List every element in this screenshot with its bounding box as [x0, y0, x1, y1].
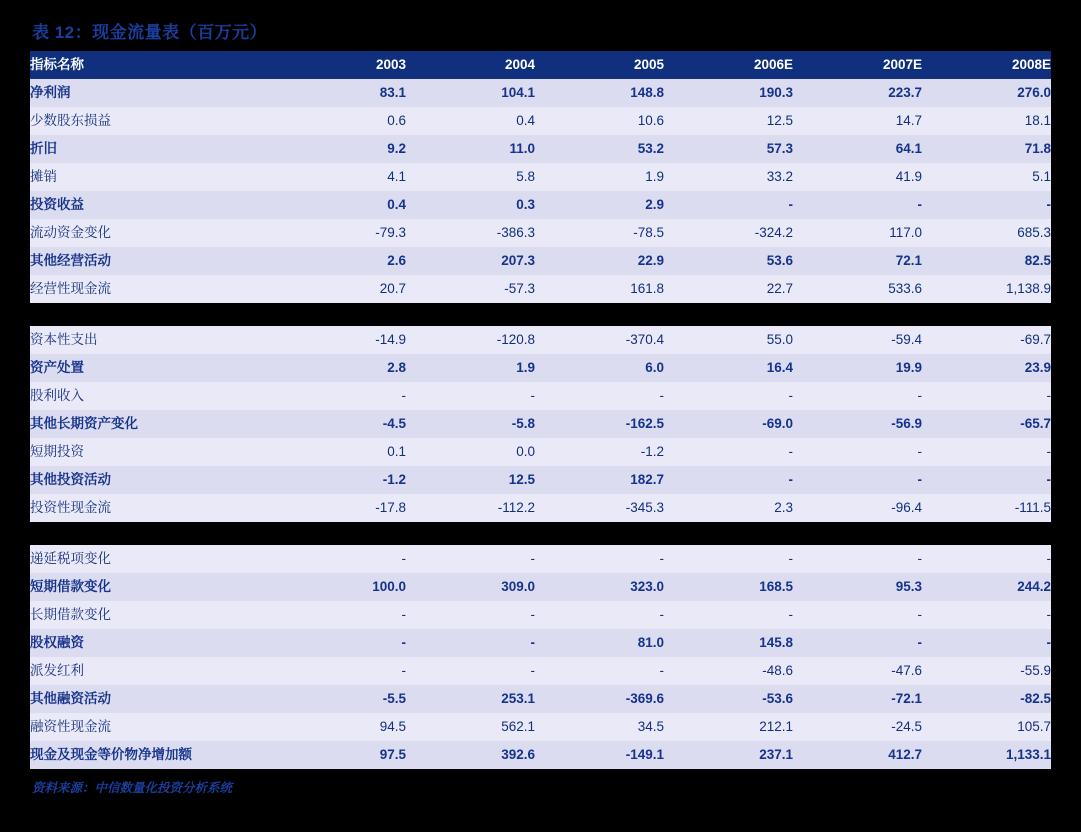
- cell-2003: -: [277, 382, 406, 410]
- row-label: 短期投资: [30, 438, 277, 466]
- cell-2007E: 412.7: [793, 741, 922, 769]
- cell-2003: -: [277, 545, 406, 573]
- cell-2007E: -47.6: [793, 657, 922, 685]
- table-header: [30, 51, 1051, 79]
- cell-2004: 0.3: [406, 191, 535, 219]
- cell-2008E: 276.0: [922, 79, 1051, 107]
- cell-2006E: -: [664, 601, 793, 629]
- cell-2003: -1.2: [277, 466, 406, 494]
- cell-2003: 0.4: [277, 191, 406, 219]
- table-row: [30, 466, 1051, 494]
- cell-2008E: 5.1: [922, 163, 1051, 191]
- cell-2007E: [793, 522, 922, 545]
- cell-2007E: -: [793, 545, 922, 573]
- cell-2007E: -96.4: [793, 494, 922, 522]
- cell-2006E: -69.0: [664, 410, 793, 438]
- table-row: [30, 247, 1051, 275]
- table-row: [30, 275, 1051, 303]
- cell-2005: 22.9: [535, 247, 664, 275]
- cell-2005: -: [535, 601, 664, 629]
- table-row: [30, 163, 1051, 191]
- cell-2008E: 18.1: [922, 107, 1051, 135]
- table-row: [30, 326, 1051, 354]
- row-label: 摊销: [30, 163, 277, 191]
- cell-2008E: 23.9: [922, 354, 1051, 382]
- source-note: 资料来源：中信数量化投资分析系统: [32, 781, 233, 795]
- cell-2005: 34.5: [535, 713, 664, 741]
- table-row: [30, 191, 1051, 219]
- table-row: [30, 410, 1051, 438]
- row-label: [30, 522, 277, 545]
- cell-2008E: [922, 522, 1051, 545]
- cell-2006E: -: [664, 438, 793, 466]
- cell-2003: 20.7: [277, 275, 406, 303]
- cell-2008E: -: [922, 545, 1051, 573]
- column-header-2005: 2005: [535, 51, 664, 79]
- cell-2004: 0.4: [406, 107, 535, 135]
- cell-2003: 100.0: [277, 573, 406, 601]
- row-label: 流动资金变化: [30, 219, 277, 247]
- row-label: 资本性支出: [30, 326, 277, 354]
- table-row: [30, 438, 1051, 466]
- cell-2008E: 1,133.1: [922, 741, 1051, 769]
- cell-2004: -: [406, 629, 535, 657]
- cell-2006E: [664, 522, 793, 545]
- row-label: 现金及现金等价物净增加额: [30, 741, 277, 769]
- cell-2008E: -: [922, 438, 1051, 466]
- row-label: 短期借款变化: [30, 573, 277, 601]
- cell-2004: -120.8: [406, 326, 535, 354]
- table-row: [30, 741, 1051, 769]
- cell-2007E: 117.0: [793, 219, 922, 247]
- cell-2005: -149.1: [535, 741, 664, 769]
- cell-2006E: -48.6: [664, 657, 793, 685]
- cell-2007E: 223.7: [793, 79, 922, 107]
- cell-2005: [535, 522, 664, 545]
- cell-2004: -: [406, 657, 535, 685]
- cell-2006E: 168.5: [664, 573, 793, 601]
- cell-2003: 2.8: [277, 354, 406, 382]
- cell-2005: 148.8: [535, 79, 664, 107]
- cell-2003: 2.6: [277, 247, 406, 275]
- cell-2004: 207.3: [406, 247, 535, 275]
- table-row: [30, 685, 1051, 713]
- cell-2003: 97.5: [277, 741, 406, 769]
- cell-2005: [535, 303, 664, 326]
- cell-2007E: 95.3: [793, 573, 922, 601]
- column-header-2006e: 2006E: [664, 51, 793, 79]
- cell-2005: -: [535, 657, 664, 685]
- cell-2008E: -69.7: [922, 326, 1051, 354]
- cell-2008E: -: [922, 629, 1051, 657]
- cell-2007E: -: [793, 629, 922, 657]
- cell-2005: -1.2: [535, 438, 664, 466]
- cell-2008E: -: [922, 601, 1051, 629]
- cell-2003: 94.5: [277, 713, 406, 741]
- table-row: [30, 629, 1051, 657]
- cell-2007E: -: [793, 191, 922, 219]
- row-label: 股权融资: [30, 629, 277, 657]
- table-row: [30, 135, 1051, 163]
- row-label: 净利润: [30, 79, 277, 107]
- cell-2006E: 55.0: [664, 326, 793, 354]
- table-row: [30, 79, 1051, 107]
- cell-2003: -17.8: [277, 494, 406, 522]
- cell-2006E: 22.7: [664, 275, 793, 303]
- table-row: [30, 713, 1051, 741]
- column-header-2008e: 2008E: [922, 51, 1051, 79]
- cell-2008E: -82.5: [922, 685, 1051, 713]
- cell-2007E: -56.9: [793, 410, 922, 438]
- cell-2004: [406, 303, 535, 326]
- cell-2006E: -: [664, 191, 793, 219]
- cell-2008E: -: [922, 191, 1051, 219]
- cell-2006E: 237.1: [664, 741, 793, 769]
- table-row: [30, 107, 1051, 135]
- cell-2004: 11.0: [406, 135, 535, 163]
- cell-2006E: -: [664, 545, 793, 573]
- table-spacer-row: [30, 303, 1051, 326]
- row-label: 长期借款变化: [30, 601, 277, 629]
- cell-2005: 2.9: [535, 191, 664, 219]
- cell-2008E: 82.5: [922, 247, 1051, 275]
- cell-2003: [277, 303, 406, 326]
- cell-2007E: [793, 303, 922, 326]
- row-label: 其他经营活动: [30, 247, 277, 275]
- cell-2006E: -324.2: [664, 219, 793, 247]
- cell-2008E: -: [922, 382, 1051, 410]
- cell-2003: -14.9: [277, 326, 406, 354]
- table-row: [30, 354, 1051, 382]
- cell-2008E: 71.8: [922, 135, 1051, 163]
- row-label: 资产处置: [30, 354, 277, 382]
- cell-2006E: [664, 303, 793, 326]
- row-label: 其他融资活动: [30, 685, 277, 713]
- cell-2004: -5.8: [406, 410, 535, 438]
- cell-2004: 309.0: [406, 573, 535, 601]
- cell-2006E: 57.3: [664, 135, 793, 163]
- cell-2005: -345.3: [535, 494, 664, 522]
- cell-2007E: -72.1: [793, 685, 922, 713]
- cell-2003: -5.5: [277, 685, 406, 713]
- cell-2007E: 19.9: [793, 354, 922, 382]
- cell-2008E: -55.9: [922, 657, 1051, 685]
- cell-2003: -4.5: [277, 410, 406, 438]
- cell-2007E: -: [793, 466, 922, 494]
- row-label: 股利收入: [30, 382, 277, 410]
- table-row: [30, 219, 1051, 247]
- cell-2004: -: [406, 601, 535, 629]
- row-label: 派发红利: [30, 657, 277, 685]
- cell-2005: 1.9: [535, 163, 664, 191]
- row-label: 递延税项变化: [30, 545, 277, 573]
- table-row: [30, 494, 1051, 522]
- cell-2008E: 244.2: [922, 573, 1051, 601]
- table-spacer-row: [30, 522, 1051, 545]
- cell-2007E: 14.7: [793, 107, 922, 135]
- cell-2004: -112.2: [406, 494, 535, 522]
- cell-2007E: 64.1: [793, 135, 922, 163]
- cell-2007E: -: [793, 601, 922, 629]
- cell-2004: -: [406, 382, 535, 410]
- cell-2005: 182.7: [535, 466, 664, 494]
- row-label: 少数股东损益: [30, 107, 277, 135]
- cell-2003: -: [277, 601, 406, 629]
- row-label: 投资收益: [30, 191, 277, 219]
- row-label: 其他投资活动: [30, 466, 277, 494]
- cell-2004: -386.3: [406, 219, 535, 247]
- column-header-2007e: 2007E: [793, 51, 922, 79]
- cell-2004: 104.1: [406, 79, 535, 107]
- cell-2005: 81.0: [535, 629, 664, 657]
- cell-2007E: 533.6: [793, 275, 922, 303]
- table-row: [30, 657, 1051, 685]
- cell-2004: 392.6: [406, 741, 535, 769]
- cell-2007E: -24.5: [793, 713, 922, 741]
- cell-2003: [277, 522, 406, 545]
- cell-2005: 53.2: [535, 135, 664, 163]
- cell-2006E: 33.2: [664, 163, 793, 191]
- cell-2006E: -53.6: [664, 685, 793, 713]
- cell-2004: 0.0: [406, 438, 535, 466]
- page-title: 表 12：现金流量表（百万元）: [32, 23, 268, 42]
- cell-2008E: -111.5: [922, 494, 1051, 522]
- cell-2008E: [922, 303, 1051, 326]
- cell-2005: -: [535, 382, 664, 410]
- cell-2006E: -: [664, 382, 793, 410]
- column-header-2004: 2004: [406, 51, 535, 79]
- row-label: 折旧: [30, 135, 277, 163]
- cell-2004: 5.8: [406, 163, 535, 191]
- cell-2006E: 12.5: [664, 107, 793, 135]
- cell-2003: 9.2: [277, 135, 406, 163]
- cell-2008E: -: [922, 466, 1051, 494]
- cell-2007E: -59.4: [793, 326, 922, 354]
- cell-2004: [406, 522, 535, 545]
- table-row: [30, 601, 1051, 629]
- cell-2004: 12.5: [406, 466, 535, 494]
- row-label: 融资性现金流: [30, 713, 277, 741]
- cell-2005: 10.6: [535, 107, 664, 135]
- cell-2007E: 41.9: [793, 163, 922, 191]
- cell-2005: -78.5: [535, 219, 664, 247]
- cell-2005: 323.0: [535, 573, 664, 601]
- cell-2003: -: [277, 657, 406, 685]
- cell-2003: 4.1: [277, 163, 406, 191]
- cell-2008E: 105.7: [922, 713, 1051, 741]
- cell-2006E: 16.4: [664, 354, 793, 382]
- cell-2005: -162.5: [535, 410, 664, 438]
- cell-2004: 562.1: [406, 713, 535, 741]
- cell-2006E: 53.6: [664, 247, 793, 275]
- table-body: [30, 79, 1051, 769]
- cell-2004: -: [406, 545, 535, 573]
- cash-flow-table: [30, 51, 1051, 769]
- cell-2008E: 1,138.9: [922, 275, 1051, 303]
- cell-2005: -369.6: [535, 685, 664, 713]
- cell-2003: 0.1: [277, 438, 406, 466]
- row-label: [30, 303, 277, 326]
- row-label: 经营性现金流: [30, 275, 277, 303]
- cell-2003: -79.3: [277, 219, 406, 247]
- cell-2008E: 685.3: [922, 219, 1051, 247]
- cell-2005: 6.0: [535, 354, 664, 382]
- cell-2004: 253.1: [406, 685, 535, 713]
- cell-2006E: 145.8: [664, 629, 793, 657]
- cell-2008E: -65.7: [922, 410, 1051, 438]
- cell-2006E: 190.3: [664, 79, 793, 107]
- header-row: [30, 51, 1051, 79]
- cell-2006E: -: [664, 466, 793, 494]
- cell-2003: -: [277, 629, 406, 657]
- row-label: 其他长期资产变化: [30, 410, 277, 438]
- cell-2004: -57.3: [406, 275, 535, 303]
- cell-2007E: 72.1: [793, 247, 922, 275]
- table-row: [30, 545, 1051, 573]
- cell-2004: 1.9: [406, 354, 535, 382]
- cell-2003: 0.6: [277, 107, 406, 135]
- column-header-metric: 指标名称: [30, 51, 277, 79]
- cell-2005: -: [535, 545, 664, 573]
- cell-2005: 161.8: [535, 275, 664, 303]
- row-label: 投资性现金流: [30, 494, 277, 522]
- cell-2007E: -: [793, 438, 922, 466]
- cell-2003: 83.1: [277, 79, 406, 107]
- cell-2006E: 2.3: [664, 494, 793, 522]
- table-row: [30, 382, 1051, 410]
- table-row: [30, 573, 1051, 601]
- cell-2007E: -: [793, 382, 922, 410]
- cell-2005: -370.4: [535, 326, 664, 354]
- cell-2006E: 212.1: [664, 713, 793, 741]
- column-header-2003: 2003: [277, 51, 406, 79]
